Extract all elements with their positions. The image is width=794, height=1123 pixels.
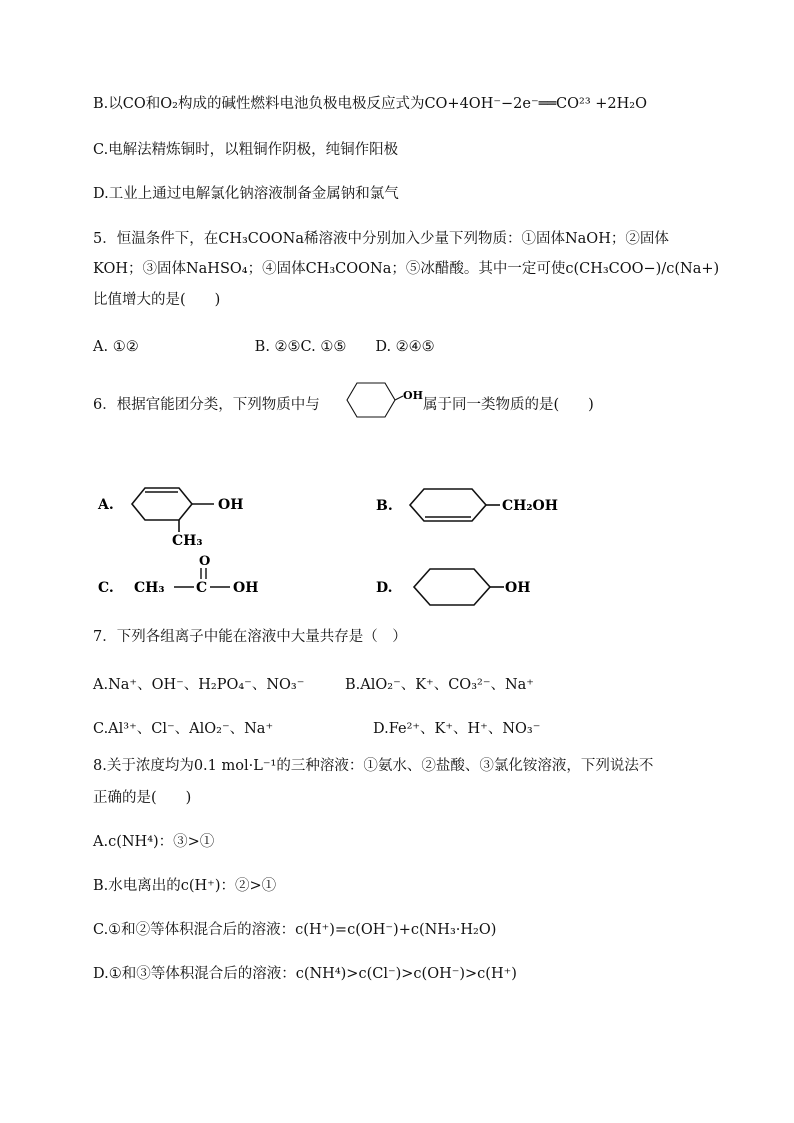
q8-option-c: C.①和②等体积混合后的溶液：c(H⁺)=c(OH⁻)+c(NH₃·H₂O) (93, 922, 497, 938)
q7-option-a: A.Na⁺、OH⁻、H₂PO₄⁻、NO₃⁻ (93, 677, 305, 693)
d-oh-text: OH (505, 580, 531, 596)
option-d-line: D.工业上通过电解氯化钠溶液制备金属钠和氯气 (93, 186, 399, 202)
c-o-text: O (199, 554, 211, 569)
q6-prefix: 6．根据官能团分类，下列物质中与 (93, 397, 320, 413)
a-oh-text: OH (218, 497, 244, 513)
q8-option-d: D.①和③等体积混合后的溶液：c(NH⁴)>c(Cl⁻)>c(OH⁻)>c(H⁺) (93, 966, 517, 982)
structure-d (372, 563, 552, 608)
a-ring (132, 488, 192, 520)
option-c-line: C.电解法精炼铜时，以粗铜作阴极，纯铜作阳极 (93, 142, 399, 158)
q7-option-d: D.Fe²⁺、K⁺、H⁺、NO₃⁻ (373, 721, 541, 737)
structure-b (372, 480, 582, 530)
q7-stem: 7．下列各组离子中能在溶液中大量共存是（ ） (93, 629, 407, 645)
q8-option-a: A.c(NH⁴)：③>① (93, 834, 215, 850)
b-ring (410, 489, 486, 521)
q8-option-b: B.水电离出的c(H⁺)：②>① (93, 878, 277, 894)
a-ch3-text: CH₃ (172, 533, 203, 549)
phenol-oh-text: OH (403, 389, 423, 402)
structure-c (90, 548, 280, 603)
q5-line3: 比值增大的是( ) (93, 292, 221, 308)
q7-option-b: B.AlO₂⁻、K⁺、CO₃²⁻、Na⁺ (345, 677, 534, 693)
q5-line1: 5．恒温条件下，在CH₃COONa稀溶液中分别加入少量下列物质：①固体NaOH；②固体 (93, 231, 669, 247)
q5-options: A. ①② B. ②⑤C. ①⑤ D. ②④⑤ (93, 339, 435, 355)
d-ring (414, 569, 490, 605)
q6-suffix: 属于同一类物质的是( ) (423, 397, 594, 413)
c-label: C. (98, 580, 114, 596)
a-label: A. (98, 497, 114, 513)
b-ch2oh-text: CH₂OH (502, 498, 558, 514)
structure-a (90, 475, 270, 550)
c-ch3-text: CH₃ (134, 580, 165, 596)
option-b-line: B.以CO和O₂构成的碱性燃料电池负极电极反应式为CO+4OH⁻−2e⁻══CO²³ +2H₂O (93, 96, 647, 112)
phenol-structure (343, 377, 423, 423)
d-label: D. (376, 580, 393, 596)
b-label: B. (376, 498, 393, 514)
q8-line1: 8.关于浓度均为0.1 mol·L⁻¹的三种溶液：①氨水、②盐酸、③氯化铵溶液，下列说法不 (93, 758, 654, 774)
q8-line2: 正确的是( ) (93, 790, 192, 806)
q7-option-c: C.Al³⁺、Cl⁻、AlO₂⁻、Na⁺ (93, 721, 274, 737)
q5-line2: KOH；③固体NaHSO₄；④固体CH₃COONa；⑤冰醋酸。其中一定可使c(CH₃COO−)/c(Na+) (93, 261, 720, 277)
c-oh-text: OH (233, 580, 259, 596)
c-c-text: C (196, 580, 208, 596)
phenol-ring (347, 383, 395, 417)
